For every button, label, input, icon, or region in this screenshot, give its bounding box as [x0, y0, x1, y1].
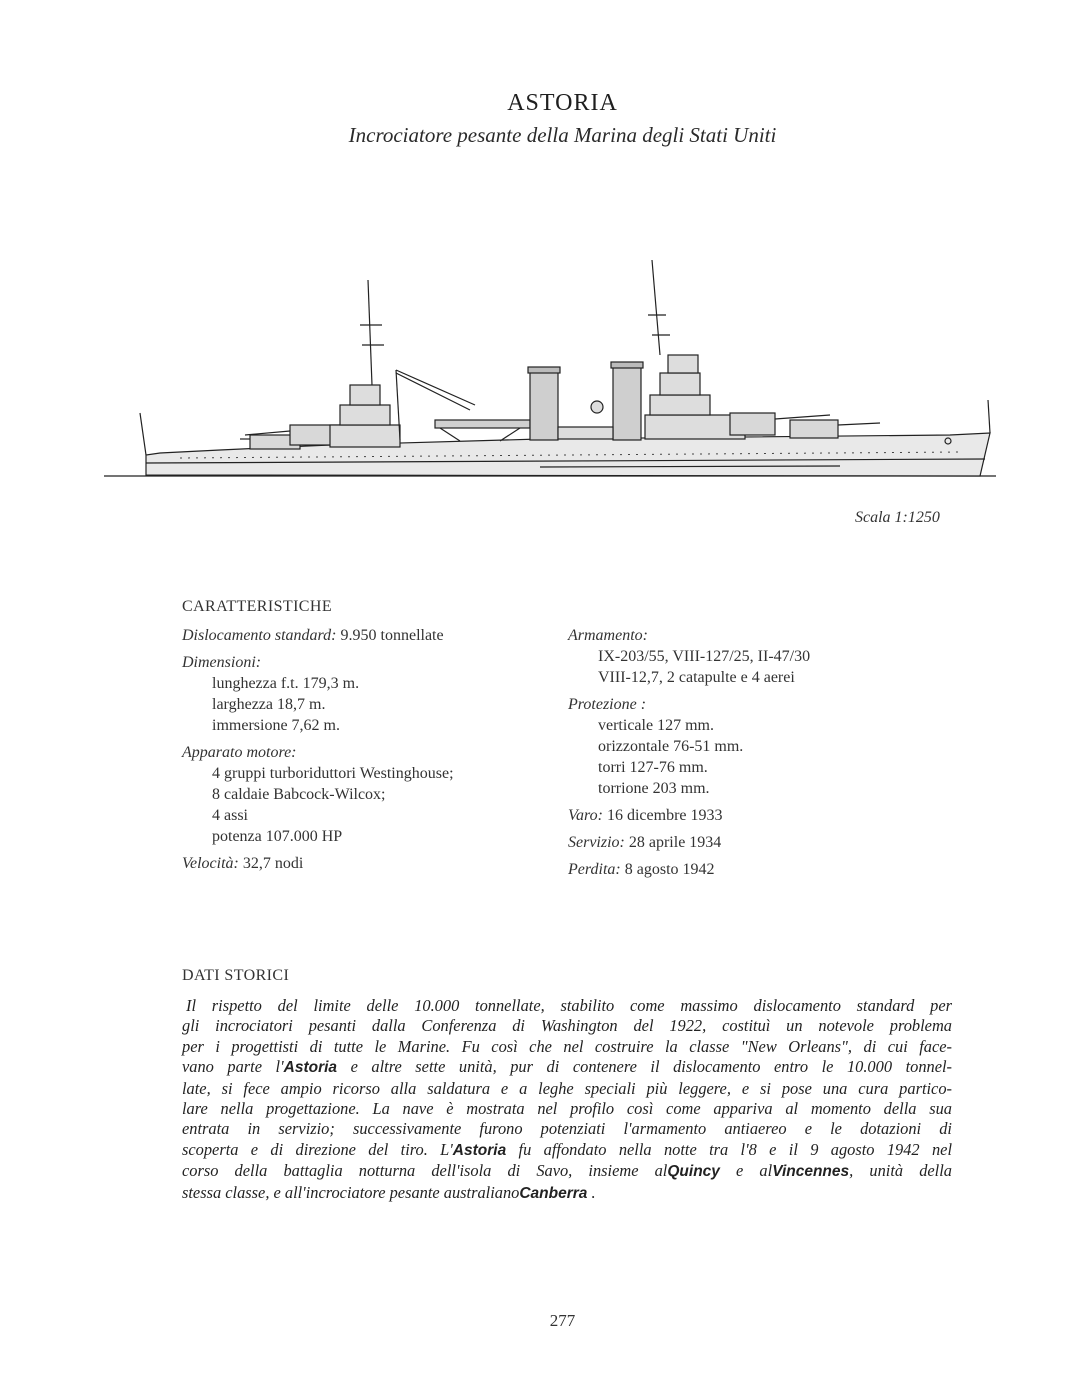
- page-subtitle: Incrociatore pesante della Marina degli Stati Uniti: [348, 123, 777, 147]
- specs-left-column: [182, 625, 454, 874]
- paragraph-line: lare nella progettazione. La nave è mostrata nel profilo così come appariva al momento della sua: [182, 1099, 952, 1119]
- paragraph-line: per i progettisti di tutte le Marine. Fu così che nel costruire la classe "New Orleans", di cui face-: [182, 1036, 952, 1056]
- ship-name-quincy: Quincy: [667, 1163, 720, 1181]
- spec-label: Servizio:: [568, 834, 625, 851]
- page-title: ASTORIA: [507, 90, 618, 116]
- paragraph-line: Il rispetto del limite delle 10.000 tonnellate, stabilito come massimo dislocamento standard per: [186, 996, 952, 1015]
- spec-value: 8 agosto 1942: [620, 861, 715, 878]
- section-heading-dati-storici: DATI STORICI: [182, 967, 290, 984]
- paragraph-line: late, si fece ampio ricorso alla saldatura e a leghe speciali più leggere, e si pose una cura partico-: [182, 1078, 952, 1098]
- spec-value: 8 caldaie Babcock-Wilcox;: [212, 786, 386, 803]
- spec-value: IX-203/55, VIII-127/25, II-47/30: [598, 648, 811, 665]
- spec-value: immersione 7,62 m.: [212, 717, 340, 734]
- specs-right-column: [568, 625, 810, 880]
- ship-profile-drawing: [100, 255, 1000, 485]
- text-run: corso della battaglia notturna dell'isola di Savo, insieme al: [182, 1161, 668, 1181]
- paragraph-line: [182, 1161, 952, 1182]
- spec-label: Perdita:: [568, 861, 621, 878]
- spec-perdita: [568, 859, 810, 880]
- ship-name-canberra: Canberra: [519, 1184, 588, 1202]
- paragraph-line: [182, 1140, 952, 1161]
- spec-label: Dimensioni:: [182, 654, 262, 671]
- ship-name-astoria: Astoria: [452, 1141, 507, 1159]
- spec-label: Dislocamento standard:: [182, 627, 337, 644]
- spec-value: 4 gruppi turboriduttori Westinghouse;: [212, 765, 454, 782]
- spec-value: orizzontale 76-51 mm.: [598, 738, 744, 755]
- text-run: scoperta e di direzione del tiro. L': [182, 1139, 453, 1159]
- spec-label: Apparato motore:: [182, 744, 297, 761]
- spec-value: 4 assi: [212, 807, 248, 824]
- spec-value: 28 aprile 1934: [624, 834, 722, 851]
- paragraph-line: gli incrociatori pesanti dalla Conferenza di Washington del 1922, costituì un notevole problema: [182, 1016, 952, 1036]
- spec-value: torri 127-76 mm.: [598, 759, 708, 776]
- spec-value: potenza 107.000 HP: [212, 828, 343, 845]
- spec-label: Velocità:: [182, 855, 239, 872]
- section-heading-caratteristiche: CARATTERISTICHE: [182, 598, 332, 615]
- spec-label: Protezione :: [568, 696, 647, 713]
- spec-value: 16 dicembre 1933: [602, 807, 723, 824]
- spec-dislocamento: [182, 625, 454, 646]
- text-run: fu affondato nella notte tra l'8 e il 9 agosto 1942 nel: [506, 1139, 952, 1159]
- page-number: 277: [549, 1311, 576, 1330]
- paragraph-line: entrata in servizio; successivamente furono potenziati l'armamento antiaereo e le dotazioni di: [182, 1119, 952, 1139]
- spec-value: VIII-12,7, 2 catapulte e 4 aerei: [598, 669, 795, 686]
- text-run: , unità della: [849, 1161, 952, 1181]
- spec-velocita: [182, 853, 454, 874]
- spec-value: verticale 127 mm.: [598, 717, 714, 734]
- spec-label: Armamento:: [568, 627, 648, 644]
- text-run: stessa classe, e all'incrociatore pesante australiano: [182, 1182, 520, 1202]
- text-run: e al: [719, 1161, 773, 1181]
- spec-varo: [568, 805, 810, 826]
- text-run: e altre sette unità, pur di contenere il dislocamento entro le 10.000 tonnel-: [337, 1057, 952, 1077]
- spec-label: Varo:: [568, 807, 603, 824]
- spec-value: larghezza 18,7 m.: [212, 696, 326, 713]
- paragraph-line: [182, 1183, 952, 1204]
- spec-value: torrione 203 mm.: [598, 780, 710, 797]
- ship-name-astoria: Astoria: [283, 1059, 338, 1077]
- paragraph-line: [182, 1057, 952, 1078]
- spec-value: lunghezza f.t. 179,3 m.: [212, 675, 360, 692]
- spec-value: 32,7 nodi: [238, 855, 304, 872]
- text-run: vano parte l': [182, 1057, 284, 1077]
- text-run: .: [587, 1182, 596, 1202]
- ship-name-vincennes: Vincennes: [772, 1163, 850, 1181]
- figure-scale: Scala 1:1250: [855, 509, 940, 526]
- spec-value: 9.950 tonnellate: [336, 627, 444, 644]
- spec-servizio: [568, 832, 810, 853]
- historical-paragraph: [182, 996, 952, 1204]
